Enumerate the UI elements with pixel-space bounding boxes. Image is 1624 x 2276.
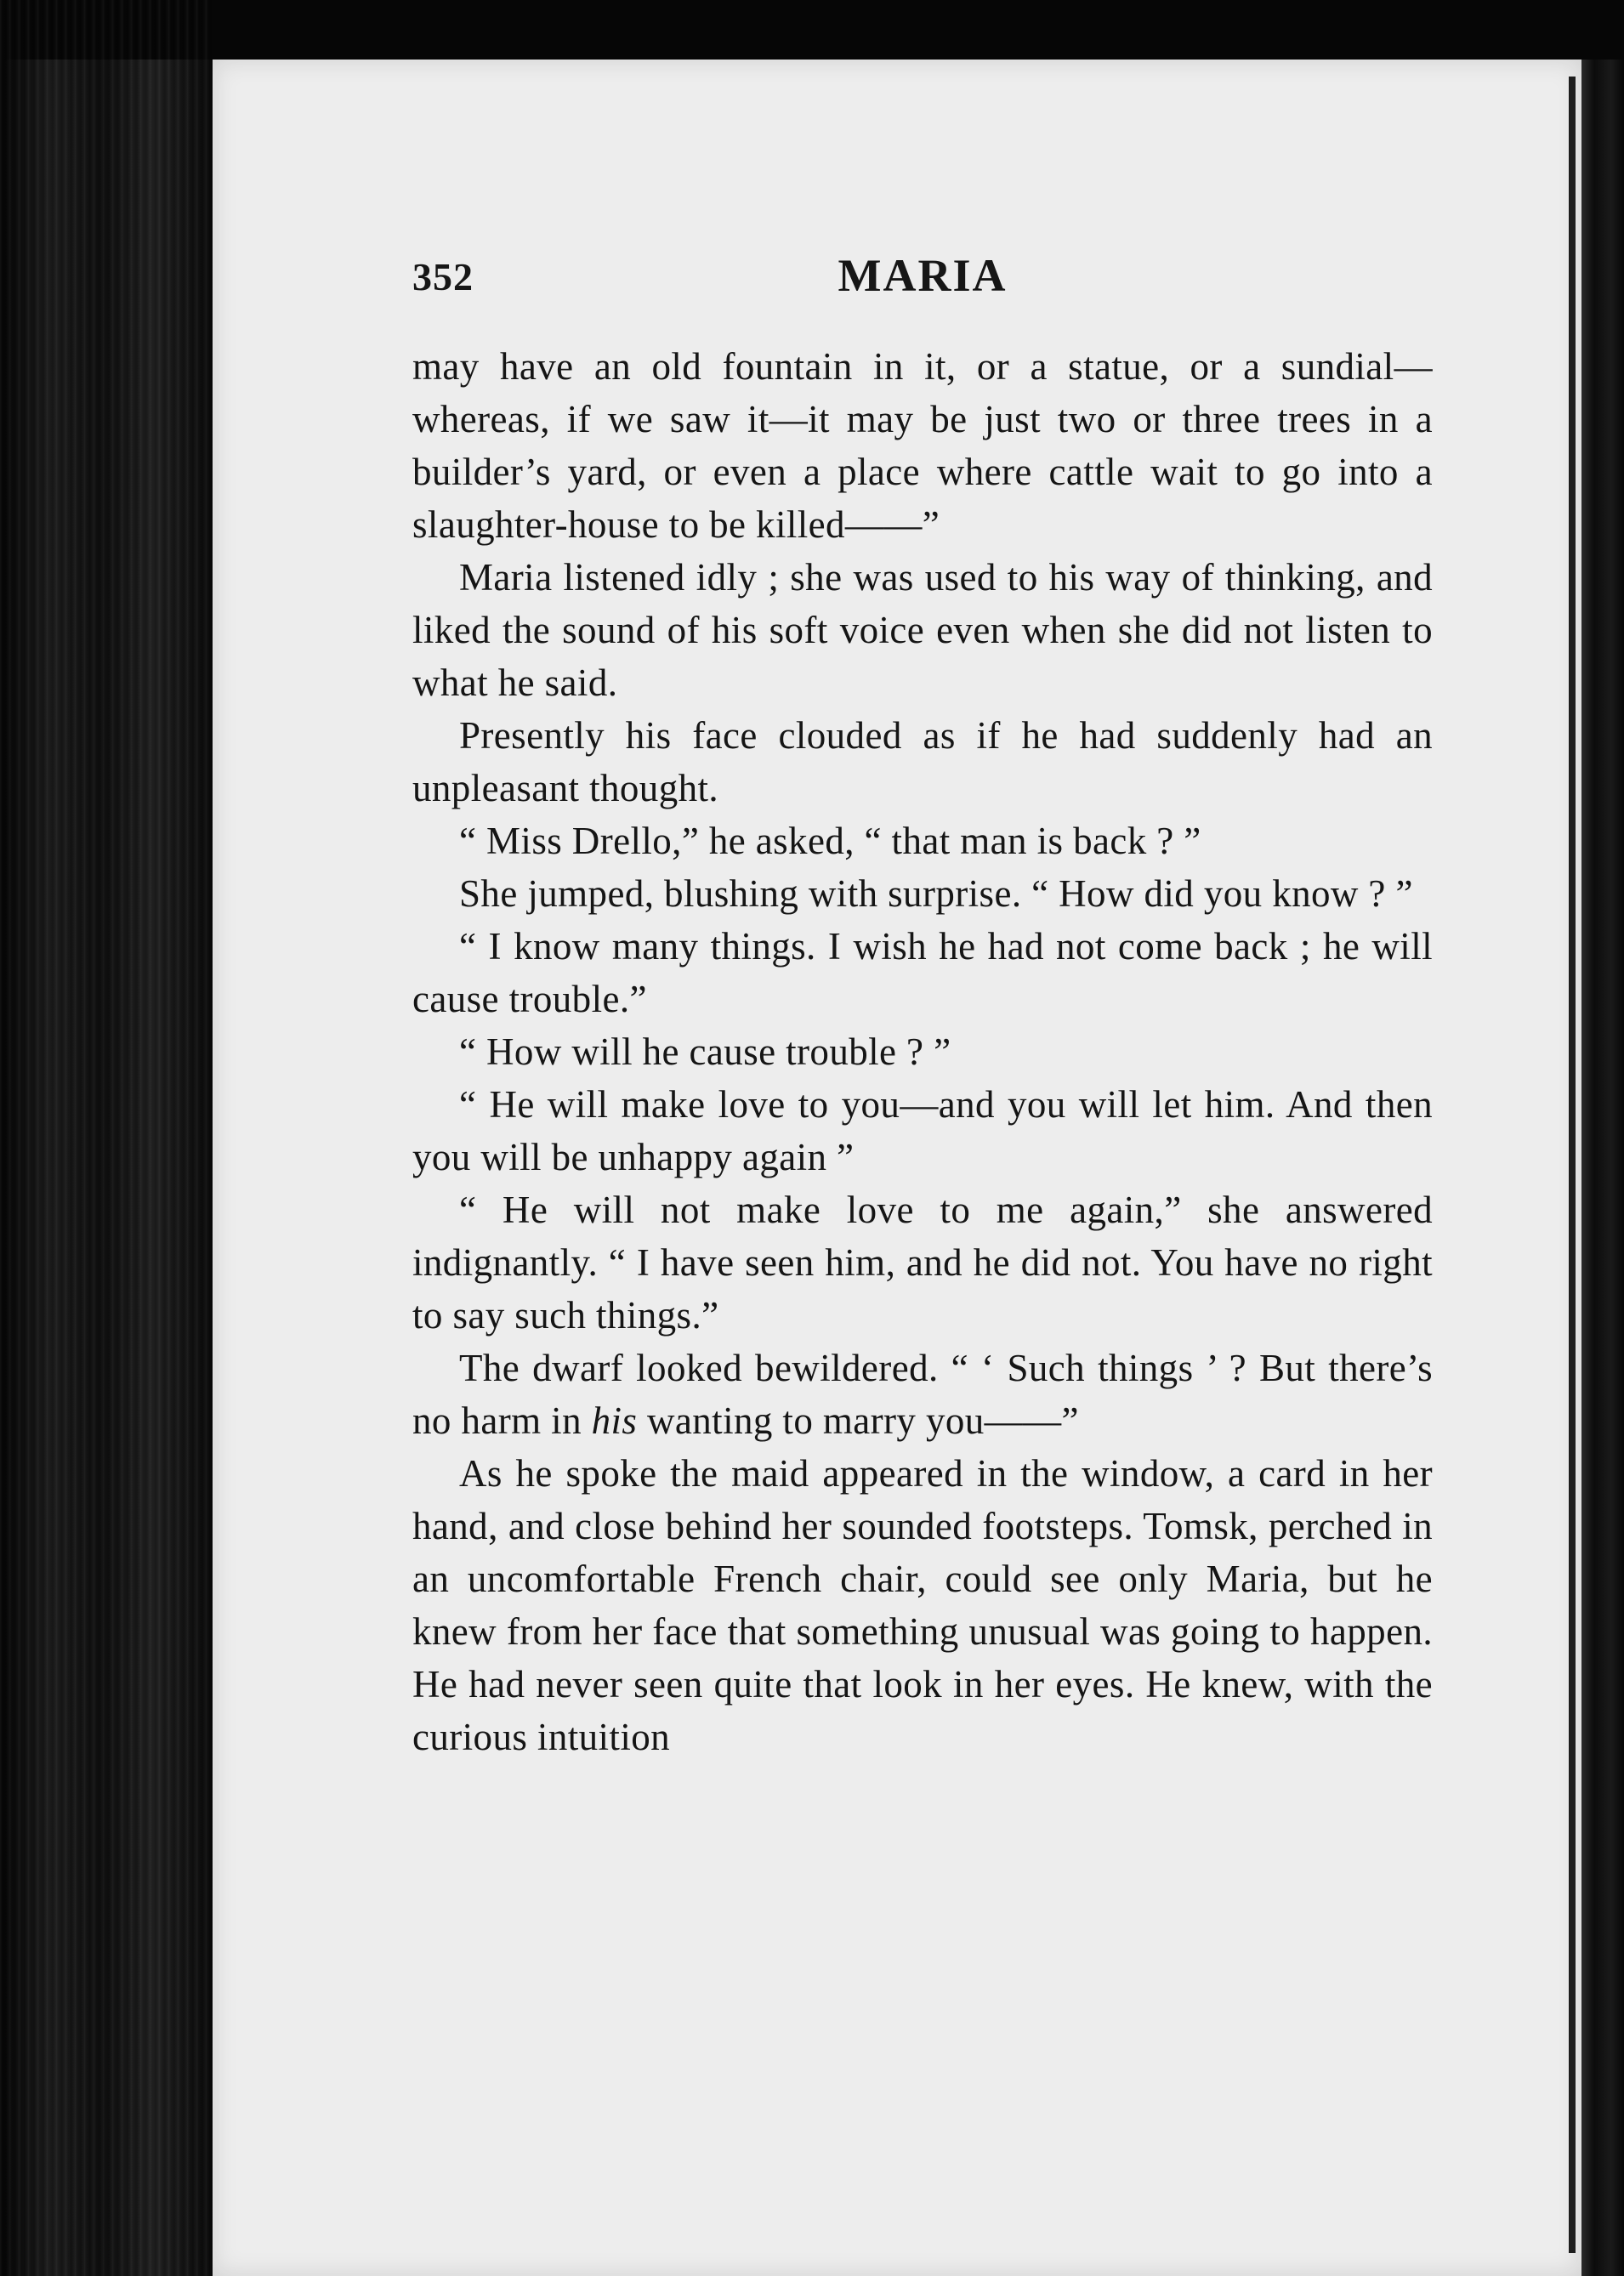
paragraph: “ How will he cause trouble ? ” xyxy=(459,1030,951,1073)
page-binding-shadow xyxy=(1569,77,1576,2253)
emphasized-word: his xyxy=(591,1399,638,1442)
paragraph: As he spoke the maid appeared in the window, a card in her hand, and close behind her sounded footsteps. Tomsk, perched in an uncomfortable French chair, could see only Maria, but he knew from her face that something unusual was going to happen. He had never seen quite that look in her eyes. He knew, with the curious intuition xyxy=(412,1452,1433,1758)
page-header-title: MARIA xyxy=(838,250,1008,301)
body-text xyxy=(412,340,1433,1763)
paragraph: Maria listened idly ; she was used to his way of thinking, and liked the sound of his soft voice even when she did not listen to what he said. xyxy=(412,556,1433,704)
paragraph: “ Miss Drello,” he asked, “ that man is back ? ” xyxy=(459,820,1201,862)
paragraph: “ I know many things. I wish he had not come back ; he will cause trouble.” xyxy=(412,925,1433,1020)
paragraph: “ He will make love to you—and you will let him. And then you will be unhappy again ” xyxy=(412,1083,1433,1178)
paragraph: “ He will not make love to me again,” she answered indignantly. “ I have seen him, and he did not. You have no right to say such things.” xyxy=(412,1189,1433,1337)
scan-right-edge xyxy=(1581,60,1624,2276)
scan-top-border xyxy=(0,0,1624,60)
paragraph: may have an old fountain in it, or a statue, or a sundial—whereas, if we saw it—it may be just two or three trees in a builder’s yard, or even a place where cattle wait to go into a slaughter-house to be killed——” xyxy=(412,345,1433,546)
paragraph-text: wanting to marry you——” xyxy=(637,1399,1079,1442)
page-number: 352 xyxy=(412,255,474,298)
paragraph xyxy=(412,1342,1433,1447)
paragraph-text: The dwarf looked bewildered. “ ‘ Such things ’ ? But there’s no harm in xyxy=(412,1347,1433,1442)
scan-left-margin xyxy=(0,0,213,2276)
paragraph: Presently his face clouded as if he had suddenly had an unpleasant thought. xyxy=(412,714,1433,809)
running-head xyxy=(412,242,1433,319)
paragraph: She jumped, blushing with surprise. “ How did you know ? ” xyxy=(459,872,1413,915)
